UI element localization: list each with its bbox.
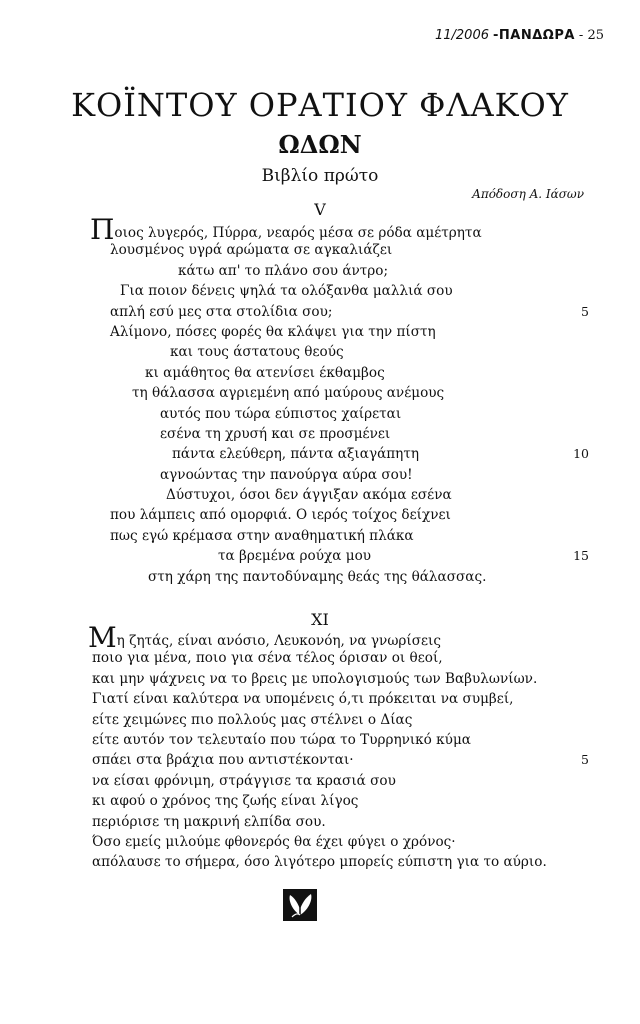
line-words: να είσαι φρόνιμη, στράγγισε τα κρασιά σου <box>92 772 396 789</box>
line-words: πως εγώ κρέμασα στην αναθηματική πλάκα <box>110 527 414 544</box>
drop-cap: Π <box>90 213 115 246</box>
line-words: η ζητάς, είναι ανόσιο, Λευκονόη, να γνωρίσεις <box>116 633 441 649</box>
line-words: σπάει στα βράχια που αντιστέκονται· <box>92 752 354 769</box>
poem-line-text <box>92 689 514 709</box>
poem-line-text <box>145 363 385 383</box>
poem-line <box>0 302 640 322</box>
line-words: ποιο για μένα, ποιο για σένα τέλος όρισαν οι θεοί, <box>92 650 443 667</box>
poem-line-text <box>120 281 453 301</box>
poem-line <box>0 730 640 750</box>
line-words: είτε αυτόν τον τελευταίο που τώρα το Τυρρηνικό κύμα <box>92 731 471 748</box>
line-words: αγνοώντας την πανούργα αύρα σου! <box>160 466 413 483</box>
page-number: - 25 <box>578 28 604 43</box>
poem-line-text <box>148 567 486 587</box>
poem-line-text <box>92 852 547 872</box>
poem-line-text <box>92 812 326 832</box>
poem-line-text <box>110 322 436 342</box>
poem-line-text <box>92 730 471 750</box>
ode-xi-text <box>0 621 640 873</box>
poem-line <box>0 621 640 654</box>
line-number: 15 <box>573 548 589 564</box>
poem-line-text <box>178 261 388 281</box>
poem-line <box>0 669 640 689</box>
ode-number-xi: XI <box>311 610 329 629</box>
line-words: πάντα ελεύθερη, πάντα αξιαγάπητη <box>172 446 419 463</box>
poem-line-text <box>92 791 358 811</box>
poem-line <box>0 240 640 260</box>
poem-line <box>0 213 640 246</box>
line-words: Αλίμονο, πόσες φορές θα κλάψει για την πίστη <box>110 323 436 340</box>
poem-line-text <box>92 832 456 852</box>
page-header <box>435 28 604 43</box>
poem-line-text <box>166 485 452 505</box>
line-words: και τους άστατους θεούς <box>170 344 344 361</box>
poem-line <box>0 832 640 852</box>
poem-line <box>0 771 640 791</box>
poem-line-text <box>110 505 451 525</box>
line-words: στη χάρη της παντοδύναμης θεάς της θάλασσας. <box>148 568 487 585</box>
line-words: οιος λυγερός, Πύρρα, νεαρός μέσα σε ρόδα αμέτρητα <box>114 225 482 241</box>
line-words: που λάμπεις από ομορφιά. Ο ιερός τοίχος δείχνει <box>110 507 451 524</box>
poem-line <box>0 812 640 832</box>
drop-cap: Μ <box>88 621 117 654</box>
poem-line-text <box>92 771 396 791</box>
poem-line <box>0 383 640 403</box>
line-words: λουσμένος υγρά αρώματα σε αγκαλιάζει <box>110 242 393 259</box>
line-number: 5 <box>581 752 589 768</box>
poet-title: ΚΟΪΝΤΟΥ ΟΡΑΤΙΟΥ ΦΛΑΚΟΥ <box>71 86 569 124</box>
poem-line <box>0 404 640 424</box>
translator-credit: Απόδοση Α. Ιάσων <box>472 187 584 201</box>
line-words: τα βρεμένα ρούχα μου <box>218 548 372 565</box>
line-words: Δύστυχοι, όσοι δεν άγγιξαν ακόμα εσένα <box>166 487 452 504</box>
line-number: 10 <box>573 446 589 462</box>
poem-line-text <box>92 750 354 770</box>
line-words: περιόρισε τη μακρινή ελπίδα σου. <box>92 813 326 830</box>
poem-line-text <box>92 710 412 730</box>
line-words: τη θάλασσα αγριεμένη από μαύρους ανέμους <box>132 385 445 402</box>
poem-line <box>0 342 640 362</box>
poem-line <box>0 526 640 546</box>
butterfly-logo-icon <box>283 889 317 921</box>
poem-line <box>0 281 640 301</box>
line-words: Γιατί είναι καλύτερα να υπομένεις ό,τι πρόκειται να συμβεί, <box>92 691 514 708</box>
line-words: Για ποιον δένεις ψηλά τα ολόξανθα μαλλιά σου <box>120 283 453 300</box>
line-words: είτε χειμώνες πιο πολλούς μας στέλνει ο Δίας <box>92 711 413 728</box>
poem-line-text <box>218 546 371 566</box>
line-words: απλή εσύ μες στα στολίδια σου; <box>110 303 333 320</box>
poem-line-text <box>92 648 443 668</box>
line-words: εσένα τη χρυσή και σε προσμένει <box>160 425 391 442</box>
poem-line <box>0 485 640 505</box>
poem-line-text <box>160 465 413 485</box>
publication-name: -ΠΑΝΔΩΡΑ <box>493 28 575 43</box>
poem-line-text <box>110 526 414 546</box>
line-words: απόλαυσε το σήμερα, όσο λιγότερο μπορείς εύπιστη για το αύριο. <box>92 854 547 871</box>
issue-date: 11/2006 <box>434 28 489 43</box>
poem-line <box>0 444 640 464</box>
poem-line <box>0 567 640 587</box>
line-words: και μην ψάχνεις να το βρεις με υπολογισμούς των Βαβυλωνίων. <box>92 670 538 687</box>
book-heading: Βιβλίο πρώτο <box>261 166 379 186</box>
poem-line <box>0 261 640 281</box>
poem-line <box>0 505 640 525</box>
poem-line <box>0 648 640 668</box>
line-number: 5 <box>581 303 589 319</box>
poem-line <box>0 710 640 730</box>
poem-line <box>0 546 640 566</box>
line-words: κάτω απ' το πλάνο σου άντρο; <box>178 262 389 279</box>
poem-line <box>0 689 640 709</box>
poem-line-text <box>172 444 419 464</box>
poem-line-text <box>110 302 332 322</box>
poem-line-text <box>170 342 344 362</box>
ode-number-v: V <box>314 200 326 219</box>
poem-line <box>0 750 640 770</box>
poem-line <box>0 424 640 444</box>
poem-line <box>0 465 640 485</box>
poem-line-text <box>160 424 390 444</box>
poem-line <box>0 852 640 872</box>
poem-line-text <box>92 669 537 689</box>
poem-line <box>0 791 640 811</box>
line-words: κι αφού ο χρόνος της ζωής είναι λίγος <box>92 793 359 810</box>
poem-line <box>0 363 640 383</box>
line-words: Όσο εμείς μιλούμε φθονερός θα έχει φύγει ο χρόνος· <box>92 833 456 850</box>
poem-line-text <box>110 240 392 260</box>
line-words: κι αμάθητος θα ατενίσει έκθαμβος <box>145 364 385 381</box>
work-title: ΩΔΩΝ <box>278 130 362 159</box>
poem-line-text <box>160 404 401 424</box>
line-words: αυτός που τώρα εύπιστος χαίρεται <box>160 405 402 422</box>
poem-line-text <box>132 383 444 403</box>
poem-line <box>0 322 640 342</box>
ode-v-text <box>0 213 640 587</box>
